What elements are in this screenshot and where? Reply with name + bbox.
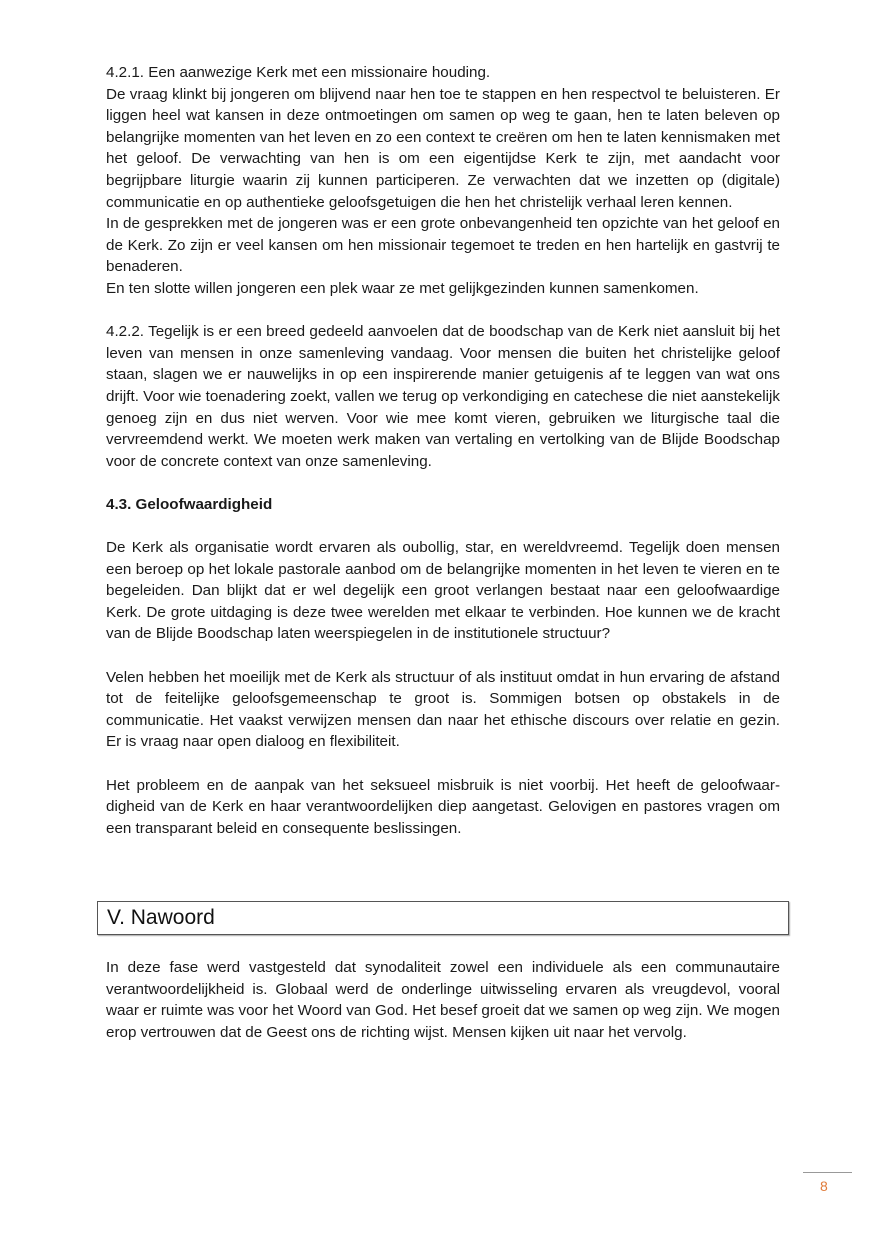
page-body xyxy=(106,62,780,839)
section-4-2-1-paragraph-3: En ten slotte willen jongeren een plek waar ze met gelijkgezinden kunnen samenkomen. xyxy=(106,279,699,297)
spacer xyxy=(106,515,780,537)
spacer xyxy=(106,300,780,322)
section-4-3-paragraph-3: Het probleem en de aanpak van het seksueel misbruik is niet voorbij. Het heeft de geloofwaar-digheid van de Kerk en haar verantwoordelijken diep aangetast. Gelovigen en pastores vragen om een transparant beleid en consequente beslissingen. xyxy=(106,776,780,837)
section-4-3-heading: 4.3. Geloofwaardigheid xyxy=(106,495,273,513)
section-4-2-2-paragraph: 4.2.2. Tegelijk is er een breed gedeeld aanvoelen dat de boodschap van de Kerk niet aansluit bij het leven van mensen in onze samenleving vandaag. Voor mensen die buiten het christelijke geloof staan, slagen we er nauwelijks in op een inspirerende manier getuigenis af te leggen van wat ons drijft. Voor wie toenadering zoekt, vallen we terug op verkondiging en catechese die niet aanstekelijk genoeg zijn en dus niet werven. Voor wie mee komt vieren, gebruiken we liturgische taal die vervreemdend werkt. We moeten werk maken van vertaling en vertolking van de Blijde Boodschap voor de concrete context van onze samenleving. xyxy=(106,323,780,470)
section-4-2-1-paragraph-1: De vraag klinkt bij jongeren om blijvend naar hen toe te stappen en hen respectvol te beluisteren. Er liggen heel wat kansen in deze ontmoetingen om samen op weg te gaan, hen te laten beleven op belangrijke momenten van het leven en zo een context te creëren om hen te laten kennismaken met het geloof. De verwachting van hen is om een eigentijdse Kerk te zijn, met aandacht voor begrijpbare liturgie waarin zij kunnen participeren. Ze verwachten dat we inzetten op (digitale) communicatie en op authentieke geloofsgetuigen die hen het christelijk verhaal leren kennen. xyxy=(106,85,780,211)
nawoord-paragraph: In deze fase werd vastgesteld dat synodaliteit zowel een individuele als een communautaire verantwoordelijkheid is. Globaal werd de onderlinge uitwisseling ervaren als vreugdevol, vooral waar er ruimte was voor het Woord van God. Het besef groeit dat we samen op weg zijn. We mogen erop vertrouwen dat de Geest ons de richting wijst. Mensen kijken uit naar het vervolg. xyxy=(106,959,780,1041)
page-number: 8 xyxy=(820,1178,828,1194)
section-4-2-1-paragraph-2: In de gesprekken met de jongeren was er een grote onbevangenheid ten opzichte van het geloof en de Kerk. Zo zijn er veel kansen om hen missionair tegemoet te treden en hen hartelijk en gastvrij te benaderen. xyxy=(106,215,780,276)
chapter-title: V. Nawoord xyxy=(107,906,215,929)
section-4-3-paragraph-2: Velen hebben het moeilijk met de Kerk als structuur of als instituut omdat in hun ervaring de afstand tot de feitelijke geloofsgemeenschap te groot is. Sommigen botsen op obstakels in de communicatie. Het vaakst verwijzen mensen dan naar het ethische discours over relatie en gezin. Er is vraag naar open dialoog en flexibiliteit. xyxy=(106,668,780,751)
spacer xyxy=(106,753,780,775)
section-4-3-paragraph-1: De Kerk als organisatie wordt ervaren als oubollig, star, en wereldvreemd. Tegelijk doen mensen een beroep op het lokale pastorale aanbod om de belangrijke momenten in het leven te vieren en te begeleiden. Dan blijkt dat er wel degelijk een groot verlangen bestaat naar een geloofwaardige Kerk. De grote uitdaging is deze twee werelden met elkaar te verbinden. Hoe kunnen we de kracht van de Blijde Boodschap laten weerspiegelen in de institutionele structuur? xyxy=(106,539,780,643)
section-4-2-1-heading: 4.2.1. Een aanwezige Kerk met een missionaire houding. xyxy=(106,64,491,81)
nawoord-body xyxy=(106,957,780,1043)
spacer xyxy=(106,472,780,494)
footer-divider xyxy=(803,1172,852,1173)
spacer xyxy=(106,645,780,667)
chapter-heading-box xyxy=(97,901,789,935)
